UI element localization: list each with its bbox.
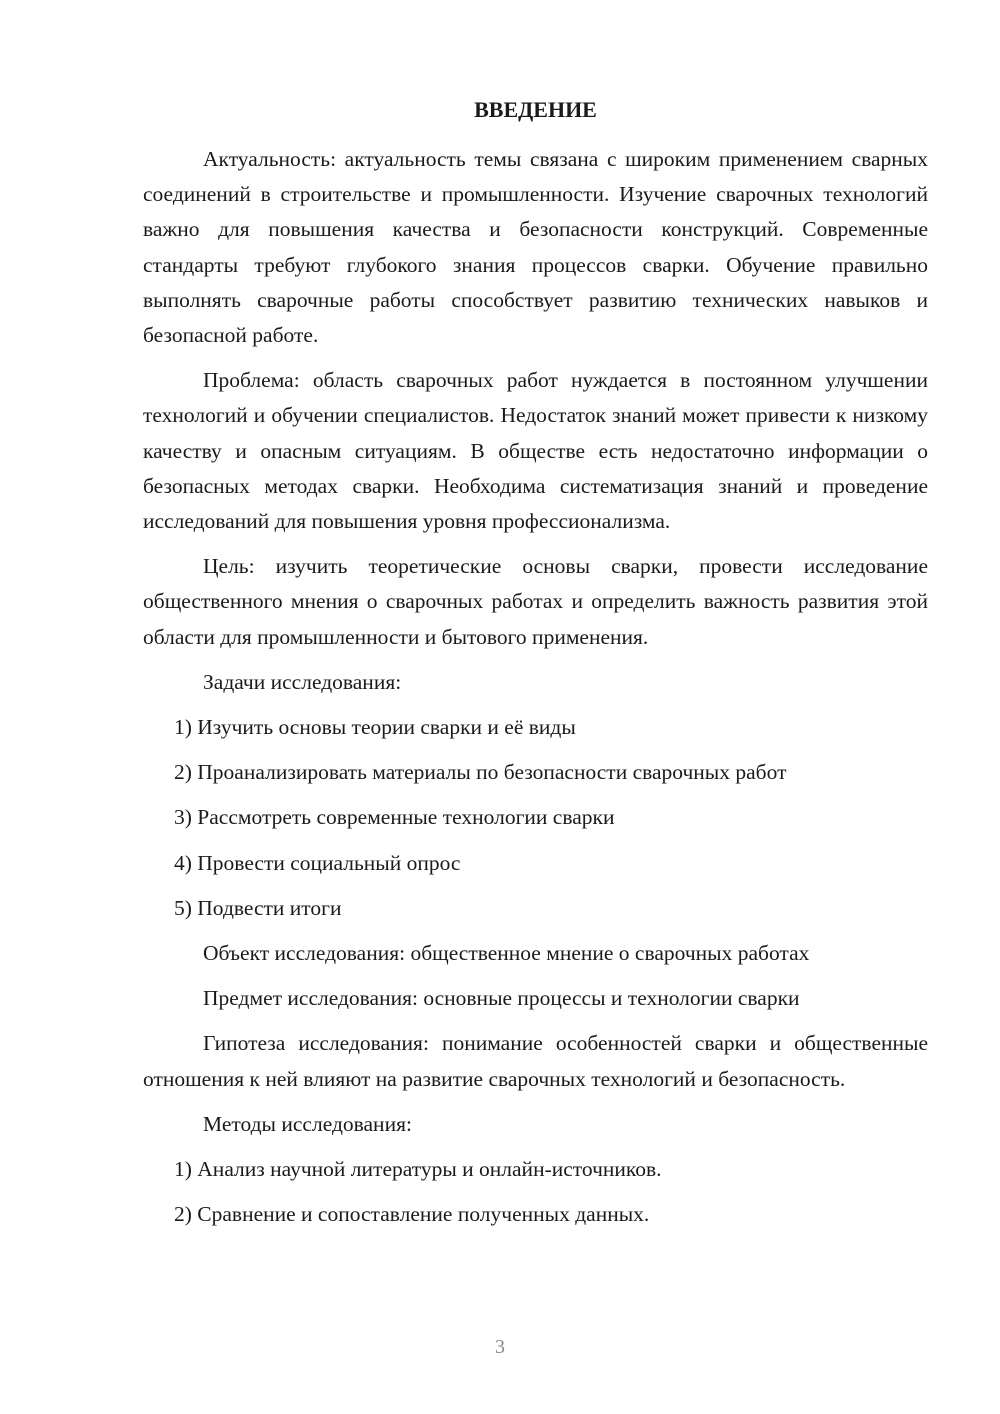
goal-paragraph: Цель: изучить теоретические основы сварки, провести исследование общественного мнения о сварочных работах и определить важность развития этой области для промышленности и бытового применения. xyxy=(143,554,928,649)
problem-paragraph: Проблема: область сварочных работ нуждается в постоянном улучшении технологий и обучении специалистов. Недостаток знаний может привести к низкому качеству и опасным ситуациям. В обществе есть недостаточно информации о безопасных методах сварки. Необходима систематизация знаний и проведение исследований для повышения уровня профессионализма. xyxy=(143,368,928,534)
tasks-heading: Задачи исследования: xyxy=(203,669,402,694)
page-title: ВВЕДЕНИЕ xyxy=(474,97,597,122)
research-object: Объект исследования: общественное мнение о сварочных работах xyxy=(203,941,810,966)
research-subject: Предмет исследования: основные процессы и технологии сварки xyxy=(203,986,800,1011)
relevance-paragraph: Актуальность: актуальность темы связана с широким применением сварных соединений в строительстве и промышленности. Изучение сварочных технологий важно для повышения качества и безопасности конструкций. Современные стандарты требуют глубокого знания процессов сварки. Обучение правильно выполнять сварочные работы способствует развитию технических навыков и безопасной работе. xyxy=(143,147,928,348)
task-item-4: 4) Провести социальный опрос xyxy=(174,850,461,875)
task-item-3: 3) Рассмотреть современные технологии сварки xyxy=(174,805,615,830)
task-item-1: 1) Изучить основы теории сварки и её виды xyxy=(174,715,576,740)
task-item-2: 2) Проанализировать материалы по безопасности сварочных работ xyxy=(174,760,787,785)
method-item-1: 1) Анализ научной литературы и онлайн-источников. xyxy=(174,1157,662,1182)
method-item-2: 2) Сравнение и сопоставление полученных данных. xyxy=(174,1202,650,1227)
methods-heading: Методы исследования: xyxy=(203,1111,412,1136)
task-item-5: 5) Подвести итоги xyxy=(174,895,342,920)
document-page xyxy=(143,94,928,1242)
hypothesis-paragraph: Гипотеза исследования: понимание особенностей сварки и общественные отношения к ней влияют на развитие сварочных технологий и безопасность. xyxy=(143,1031,928,1091)
page-number: 3 xyxy=(495,1336,505,1358)
